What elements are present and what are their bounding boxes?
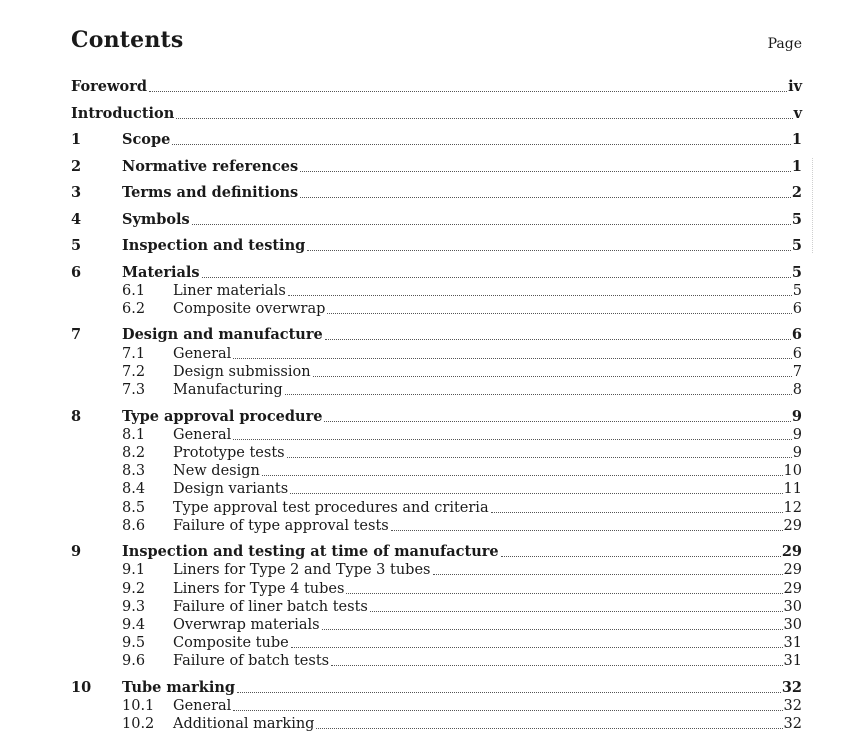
toc-subsection-entry[interactable] bbox=[71, 517, 802, 535]
toc-entry-page: 6 bbox=[791, 326, 802, 344]
dot-leader bbox=[233, 358, 791, 359]
toc-entry-page: iv bbox=[788, 78, 802, 95]
toc-entry-number: 6 bbox=[71, 263, 82, 281]
toc-entry-number: 5 bbox=[71, 237, 82, 254]
toc-section-entry[interactable] bbox=[71, 211, 802, 229]
dot-leader bbox=[287, 457, 792, 458]
toc-entry-page: 1 bbox=[791, 157, 802, 175]
page-column-label: Page bbox=[767, 36, 802, 52]
dot-leader bbox=[501, 556, 781, 557]
toc-entry-title: New design bbox=[173, 463, 260, 480]
toc-entry-number: 7.1 bbox=[122, 345, 146, 362]
toc-entry-title: Failure of batch tests bbox=[173, 653, 330, 670]
toc-section-entry[interactable] bbox=[71, 543, 802, 561]
toc-entry-title: Failure of liner batch tests bbox=[173, 598, 368, 615]
toc-subsection-entry[interactable] bbox=[71, 300, 802, 318]
toc-subsection-entry[interactable] bbox=[71, 598, 802, 616]
toc-entry-number: 9.4 bbox=[122, 617, 146, 633]
dot-leader bbox=[149, 91, 787, 92]
toc-entry-number: 9.6 bbox=[122, 653, 146, 670]
toc-entry-number: 9.5 bbox=[122, 635, 146, 652]
toc-entry-number: 8 bbox=[71, 407, 82, 425]
toc-entry-page: 30 bbox=[783, 617, 802, 633]
toc-section-entry[interactable] bbox=[71, 679, 802, 697]
toc-entry-title: General bbox=[173, 345, 232, 362]
toc-subsection-entry[interactable] bbox=[71, 634, 802, 652]
toc-subsection-entry[interactable] bbox=[71, 381, 802, 399]
toc-entry-title: Design submission bbox=[173, 363, 311, 380]
toc-section-entry[interactable] bbox=[71, 237, 802, 255]
toc-entry-page: 32 bbox=[783, 698, 802, 715]
toc-entry-page: 5 bbox=[792, 282, 802, 299]
dot-leader bbox=[331, 665, 782, 666]
toc-entry-number: 10 bbox=[71, 678, 92, 696]
toc-entry-number: 8.4 bbox=[122, 481, 146, 498]
toc-entry-number: 6.2 bbox=[122, 300, 146, 317]
toc-entry-title: Foreword bbox=[71, 78, 147, 95]
toc-entry-title: Normative references bbox=[122, 157, 299, 175]
toc-entry-number: 8.6 bbox=[122, 517, 146, 534]
toc-entry-number: 6.1 bbox=[122, 282, 146, 299]
toc-subsection-entry[interactable] bbox=[71, 282, 802, 300]
toc-entry-page: 8 bbox=[792, 382, 802, 398]
toc-entry-title: Type approval procedure bbox=[122, 407, 323, 425]
dot-leader bbox=[433, 574, 783, 575]
toc-entry-page: 2 bbox=[791, 184, 802, 201]
toc-entry-number: 8.2 bbox=[122, 444, 146, 461]
toc-entry-page: 5 bbox=[791, 210, 802, 228]
toc-entry-number: 7 bbox=[71, 326, 82, 344]
toc-entry-page: 5 bbox=[791, 263, 802, 281]
toc-entry-title: Composite overwrap bbox=[173, 300, 326, 317]
toc-entry-title: General bbox=[173, 426, 232, 443]
toc-entry-number: 3 bbox=[71, 184, 82, 201]
toc-entry-number: 9.2 bbox=[122, 580, 146, 597]
toc-entry-title: Liners for Type 2 and Type 3 tubes bbox=[173, 562, 431, 579]
dot-leader bbox=[172, 144, 791, 145]
toc-entry-page: 29 bbox=[783, 517, 802, 534]
dot-leader bbox=[262, 475, 783, 476]
toc-entry-page: 7 bbox=[792, 363, 802, 380]
toc-subsection-entry[interactable] bbox=[71, 480, 802, 498]
toc-front-matter-entry[interactable] bbox=[71, 105, 802, 123]
toc-entry-title: Inspection and testing bbox=[122, 237, 306, 254]
dot-leader bbox=[237, 692, 781, 693]
toc-entry-title: Scope bbox=[122, 131, 171, 148]
dot-leader bbox=[300, 171, 791, 172]
toc-entry-title: Terms and definitions bbox=[122, 184, 299, 201]
toc-entry-title: Failure of type approval tests bbox=[173, 517, 389, 534]
dot-leader bbox=[313, 376, 792, 377]
toc-entry-page: 6 bbox=[792, 345, 802, 362]
dot-leader bbox=[288, 295, 792, 296]
toc-entry-number: 1 bbox=[71, 131, 82, 148]
dot-leader bbox=[327, 313, 791, 314]
toc-subsection-entry[interactable] bbox=[71, 363, 802, 381]
toc-entry-title: Design variants bbox=[173, 481, 289, 498]
dot-leader bbox=[290, 493, 782, 494]
toc-section-entry[interactable] bbox=[71, 264, 802, 282]
toc-entry-number: 8.1 bbox=[122, 426, 146, 443]
toc-entry-title: Introduction bbox=[71, 104, 175, 122]
dot-leader bbox=[192, 224, 791, 225]
toc-subsection-entry[interactable] bbox=[71, 499, 802, 517]
toc-subsection-entry[interactable] bbox=[71, 345, 802, 363]
toc-entry-number: 10.1 bbox=[122, 698, 155, 715]
toc-entry-title: General bbox=[173, 698, 232, 715]
dot-leader bbox=[324, 421, 790, 422]
toc-entry-number: 8.3 bbox=[122, 463, 146, 480]
toc-entry-title: Prototype tests bbox=[173, 444, 285, 461]
toc-entry-number: 7.2 bbox=[122, 363, 146, 380]
toc-entry-page: 11 bbox=[783, 481, 802, 498]
toc-entry-number: 2 bbox=[71, 157, 82, 175]
toc-entry-page: 32 bbox=[783, 716, 802, 733]
dot-leader bbox=[370, 611, 783, 612]
toc-entry-page: 32 bbox=[781, 678, 802, 696]
toc-entry-page: 29 bbox=[781, 543, 802, 561]
toc-entry-title: Materials bbox=[122, 263, 200, 281]
margin-marks bbox=[812, 158, 815, 253]
toc-entry-number: 4 bbox=[71, 210, 82, 228]
toc-subsection-entry[interactable] bbox=[71, 444, 802, 462]
toc-section-entry[interactable] bbox=[71, 408, 802, 426]
page-title: Contents bbox=[71, 27, 184, 53]
dot-leader bbox=[233, 439, 791, 440]
toc-entry-title: Tube marking bbox=[122, 678, 236, 696]
toc-subsection-entry[interactable] bbox=[71, 426, 802, 444]
toc-entry-page: 5 bbox=[791, 237, 802, 254]
toc-entry-title: Overwrap materials bbox=[173, 617, 320, 633]
dot-leader bbox=[491, 512, 783, 513]
toc-entry-title: Composite tube bbox=[173, 635, 289, 652]
dot-leader bbox=[346, 593, 782, 594]
toc-entry-page: 31 bbox=[783, 635, 802, 652]
dot-leader bbox=[285, 394, 792, 395]
toc-subsection-entry[interactable] bbox=[71, 652, 802, 670]
toc-entry-page: 6 bbox=[792, 300, 802, 317]
toc-front-matter-entry[interactable] bbox=[71, 78, 802, 96]
toc-entry-title: Additional marking bbox=[173, 716, 315, 733]
dot-leader bbox=[202, 277, 791, 278]
toc-entry-page: 31 bbox=[783, 653, 802, 670]
toc-entry-title: Inspection and testing at time of manufacture bbox=[122, 543, 499, 561]
dot-leader bbox=[391, 530, 783, 531]
dot-leader bbox=[325, 339, 791, 340]
toc-entry-number: 10.2 bbox=[122, 716, 155, 733]
toc-entry-title: Symbols bbox=[122, 210, 190, 228]
toc-subsection-entry[interactable] bbox=[71, 561, 802, 579]
toc-entry-number: 8.5 bbox=[122, 499, 146, 516]
dot-leader bbox=[307, 250, 791, 251]
dot-leader bbox=[291, 647, 783, 648]
dot-leader bbox=[233, 710, 782, 711]
toc-entry-title: Liner materials bbox=[173, 282, 286, 299]
toc-entry-page: 10 bbox=[783, 463, 802, 480]
toc-section-entry[interactable] bbox=[71, 131, 802, 149]
toc-subsection-entry[interactable] bbox=[71, 462, 802, 480]
dot-leader bbox=[316, 728, 782, 729]
dot-leader bbox=[322, 629, 783, 630]
toc-subsection-entry[interactable] bbox=[71, 616, 802, 634]
toc-entry-title: Type approval test procedures and criteria bbox=[173, 499, 489, 516]
toc-entry-number: 9.3 bbox=[122, 598, 146, 615]
toc-subsection-entry[interactable] bbox=[71, 715, 802, 733]
toc-section-entry[interactable] bbox=[71, 326, 802, 344]
toc-entry-title: Manufacturing bbox=[173, 382, 283, 398]
dot-leader bbox=[176, 118, 792, 119]
toc-entry-title: Liners for Type 4 tubes bbox=[173, 580, 345, 597]
toc-entry-page: 30 bbox=[783, 598, 802, 615]
toc-entry-page: 9 bbox=[791, 407, 802, 425]
toc-entry-page: 1 bbox=[791, 131, 802, 148]
toc-section-entry[interactable] bbox=[71, 158, 802, 176]
toc-subsection-entry[interactable] bbox=[71, 580, 802, 598]
toc-entry-page: v bbox=[793, 104, 802, 122]
toc-entry-title: Design and manufacture bbox=[122, 326, 323, 344]
toc-entry-page: 9 bbox=[792, 426, 802, 443]
toc-entry-page: 12 bbox=[783, 499, 802, 516]
toc-entry-page: 9 bbox=[792, 444, 802, 461]
toc-entry-number: 9.1 bbox=[122, 562, 146, 579]
toc-section-entry[interactable] bbox=[71, 184, 802, 202]
toc-entry-page: 29 bbox=[783, 580, 802, 597]
toc-subsection-entry[interactable] bbox=[71, 697, 802, 715]
toc-entry-page: 29 bbox=[783, 562, 802, 579]
dot-leader bbox=[300, 197, 791, 198]
toc-entry-number: 9 bbox=[71, 543, 82, 561]
toc-entry-number: 7.3 bbox=[122, 382, 146, 398]
